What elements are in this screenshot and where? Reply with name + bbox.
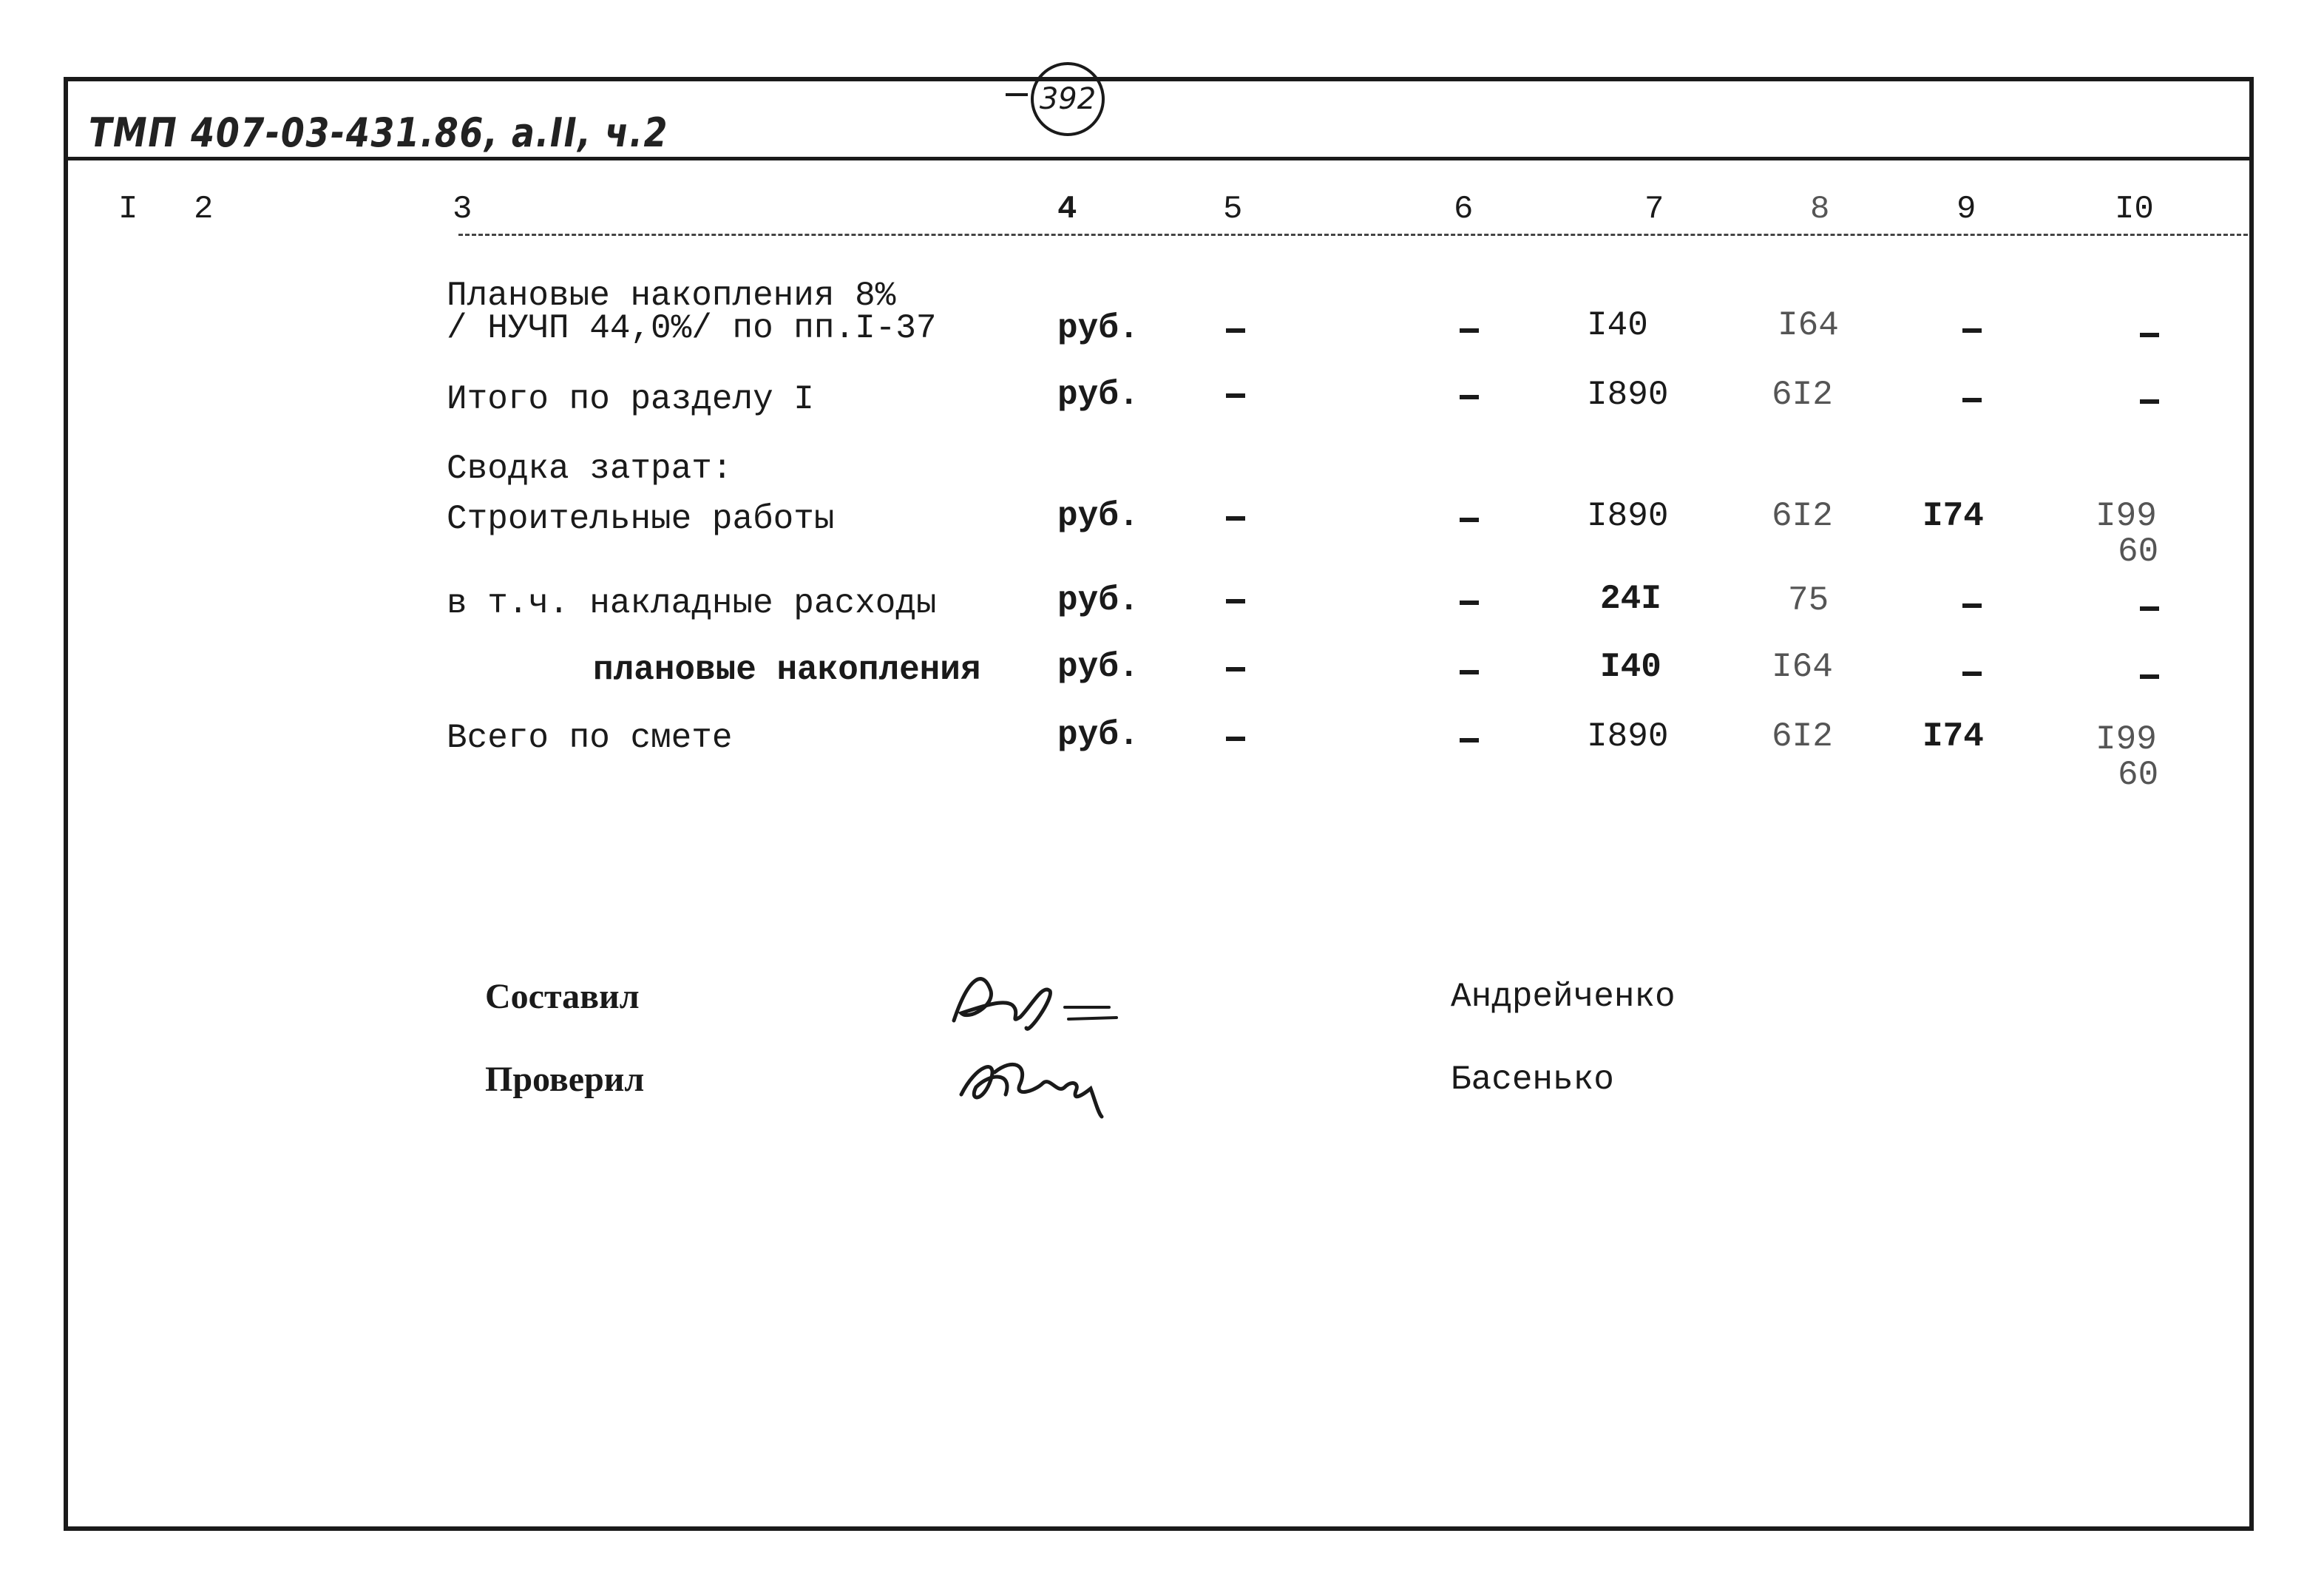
row-description: в т.ч. накладные расходы <box>447 584 937 623</box>
row-value: I890 <box>1587 497 1669 535</box>
page-number-dash <box>1006 93 1028 96</box>
row-description: Итого по разделу I <box>447 380 814 419</box>
checked-by-name: Басенько <box>1451 1060 1614 1099</box>
checked-signature <box>954 1043 1124 1124</box>
row-dash <box>2140 674 2159 679</box>
row-value: 24I <box>1600 580 1661 618</box>
row-unit: руб. <box>1057 497 1139 535</box>
row-unit: руб. <box>1057 716 1139 754</box>
document-frame <box>64 77 2254 1531</box>
column-number-5: 5 <box>1223 191 1243 228</box>
column-number-2: 2 <box>194 191 214 228</box>
section-heading: Сводка затрат: <box>447 450 733 488</box>
row-unit: руб. <box>1057 648 1139 686</box>
header-divider <box>68 157 2249 160</box>
row-description: Строительные работы <box>447 500 835 538</box>
column-number-6: 6 <box>1454 191 1474 228</box>
row-value: I40 <box>1600 648 1661 686</box>
row-value: I40 <box>1587 306 1648 345</box>
column-number-7: 7 <box>1644 191 1664 228</box>
row-dash <box>1460 670 1479 674</box>
compiled-signature <box>939 961 1131 1043</box>
row-dash <box>1226 599 1245 603</box>
row-dash <box>1226 667 1245 671</box>
document-code: ТМП 407-03-431.86, а.II, ч.2 <box>89 109 669 156</box>
row-value: I64 <box>1772 648 1833 686</box>
compiled-by-name: Андрейченко <box>1451 978 1676 1016</box>
row-dash <box>2140 399 2159 404</box>
column-number-1: I <box>118 191 138 228</box>
row-dash <box>1962 398 1982 402</box>
row-dash <box>1226 393 1245 398</box>
column-number-3: 3 <box>453 191 472 228</box>
column-header-underline <box>458 234 2248 236</box>
row-dash <box>1460 738 1479 742</box>
row-dash <box>1226 328 1245 333</box>
row-description: Плановые накопления 8% <box>447 277 896 315</box>
row-unit: руб. <box>1057 581 1139 620</box>
row-value: I74 <box>1922 717 1984 756</box>
row-value: 60 <box>2118 756 2159 794</box>
page-number: 392 <box>1031 62 1105 136</box>
row-value: 6I2 <box>1772 497 1833 535</box>
row-description: / НУЧП 44,0%/ по пп.I-37 <box>447 309 937 348</box>
row-value: 6I2 <box>1772 717 1833 756</box>
row-dash <box>1962 328 1982 333</box>
row-dash <box>1226 516 1245 521</box>
row-value: I74 <box>1922 497 1984 535</box>
column-number-9: 9 <box>1957 191 1976 228</box>
row-unit: руб. <box>1057 309 1139 348</box>
row-value: 6I2 <box>1772 376 1833 414</box>
row-value: I99 <box>2096 497 2157 535</box>
row-dash <box>1460 601 1479 605</box>
column-number-10: I0 <box>2115 191 2154 228</box>
checked-by-label: Проверил <box>485 1060 645 1099</box>
row-dash <box>1460 518 1479 522</box>
row-dash <box>1962 671 1982 676</box>
row-unit: руб. <box>1057 376 1139 414</box>
row-value: I890 <box>1587 376 1669 414</box>
row-dash <box>1962 603 1982 608</box>
column-number-4: 4 <box>1057 191 1077 228</box>
row-value: I64 <box>1778 306 1839 345</box>
row-dash <box>1460 395 1479 399</box>
row-description: Всего по смете <box>447 719 733 757</box>
row-value: 60 <box>2118 532 2159 571</box>
row-description: плановые накопления <box>593 651 981 689</box>
row-dash <box>2140 333 2159 337</box>
compiled-by-label: Составил <box>485 977 640 1016</box>
row-dash <box>2140 606 2159 611</box>
row-dash <box>1460 328 1479 333</box>
row-value: I99 <box>2096 720 2157 759</box>
column-number-8: 8 <box>1810 191 1830 228</box>
row-value: 75 <box>1788 581 1829 620</box>
row-dash <box>1226 737 1245 741</box>
row-value: I890 <box>1587 717 1669 756</box>
